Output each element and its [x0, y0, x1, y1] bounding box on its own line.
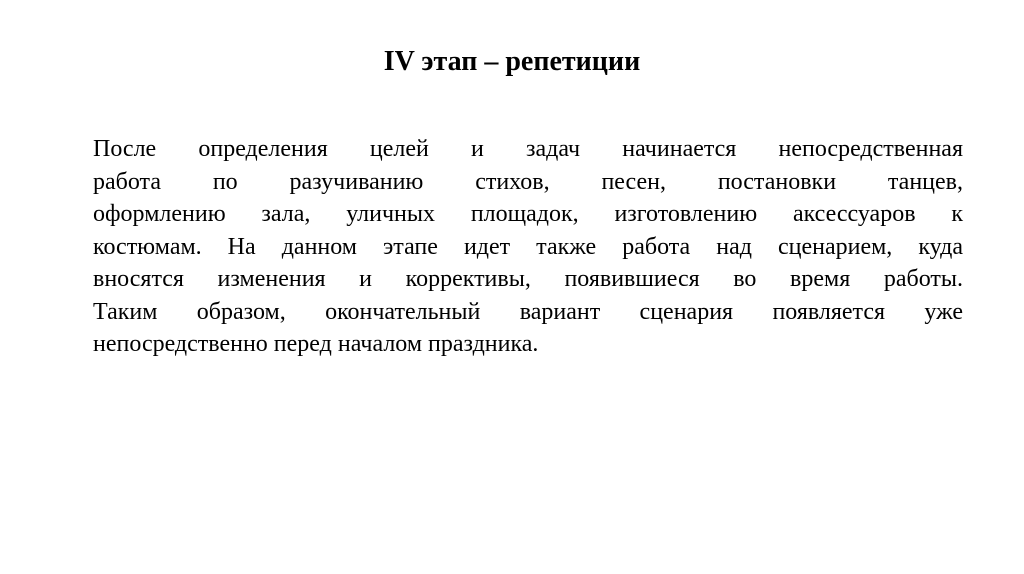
paragraph-line: оформлению зала, уличных площадок, изготовлению аксессуаров к — [93, 201, 963, 227]
paragraph-line: костюмам. На данном этапе идет также работа над сценарием, куда — [93, 233, 963, 260]
paragraph-line: После определения целей и задач начинается непосредственная — [93, 136, 963, 162]
paragraph-line: непосредственно перед началом праздника. — [93, 331, 539, 357]
paragraph-line: Таким образом, окончательный вариант сценария появляется уже — [93, 298, 963, 325]
slide-title: IV этап – репетиции — [383, 46, 641, 77]
slide-body-paragraph — [93, 133, 963, 361]
paragraph-line: работа по разучиванию стихов, песен, постановки танцев, — [93, 168, 963, 195]
paragraph-line: вносятся изменения и коррективы, появившиеся во время работы. — [93, 266, 963, 292]
